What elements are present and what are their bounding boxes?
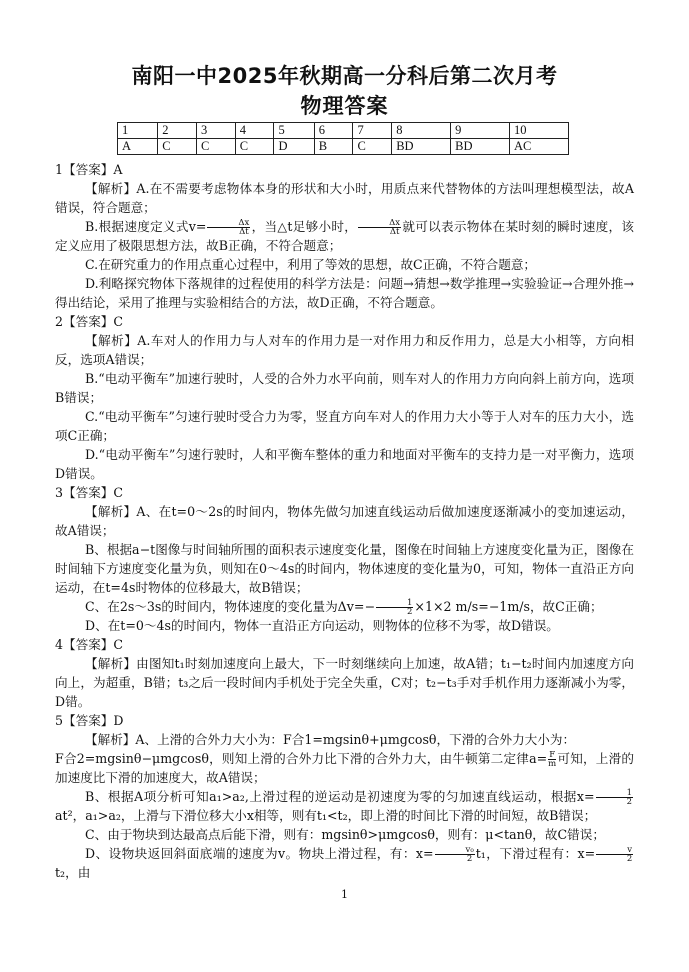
answer-cell: C <box>158 139 197 155</box>
q5-a-text: F合2=mgsinθ−μmgcosθ，则知上滑的合外力比下滑的合外力大，由牛顿第二定律a= <box>55 751 548 766</box>
fraction-denominator: 2 <box>626 854 633 864</box>
number-cell: 3 <box>197 123 236 139</box>
answer-cell: C <box>197 139 236 155</box>
page-title: 南阳一中2025年秋期高一分科后第二次月考 <box>131 64 558 88</box>
q5-a-text: 【解析】A、上滑的合外力大小为：F合1=mgsinθ+μmgcosθ，下滑的合外力大小为： <box>85 732 576 747</box>
page-subtitle: 物理答案 <box>300 94 389 118</box>
q1-explanation-d: D.利略探究物体下落规律的过程使用的科学方法是：问题→猜想→数学推理→实验验证→合理外推→得出结论，采用了推理与实验相结合的方法，故D正确，不符合题意。 <box>55 276 634 310</box>
fraction-numerator: 1 <box>596 789 633 798</box>
q3-c-text: ×1×2 m/s=−1m/s，故C正确； <box>414 599 603 614</box>
answer-cell: A <box>118 139 158 155</box>
fraction-numerator: 1 <box>376 599 413 608</box>
fraction-denominator: 2 <box>626 797 632 807</box>
q3-explanation-d: D、在t=0～4s的时间内，物体一直沿正方向运动，则物体的位移不为零，故D错误。 <box>85 618 559 633</box>
q5-explanation-d <box>55 844 634 882</box>
fraction <box>207 219 250 236</box>
q1-explanation-a: 【解析】A.在不需要考虑物体本身的形状和大小时，用质点来代替物体的方法叫理想模型法，故A错误，符合题意； <box>55 181 634 215</box>
q1-b-text: 就可以表示物体在某时刻的瞬时速度，该定义应用了极限思想方法，故B正确，不符合题意； <box>55 219 635 253</box>
number-cell: 5 <box>274 123 314 139</box>
fraction <box>358 219 401 236</box>
q2-explanation-b: B.“电动平衡车”加速行驶时，人受的合外力水平向前，则车对人的作用力方向向斜上前方向，选项B错误； <box>55 371 634 405</box>
fraction-numerator: Δx <box>207 219 250 228</box>
fraction-numerator: v <box>596 846 633 855</box>
fraction-numerator: Δx <box>358 219 401 228</box>
q1-explanation-c: C.在研究重力的作用点重心过程中，利用了等效的思想，故C正确，不符合题意； <box>85 257 537 272</box>
q1-b-text: ，当△t足够小时， <box>251 219 358 234</box>
fraction <box>376 599 413 616</box>
fraction <box>596 846 633 863</box>
answer-table-number-row <box>118 123 569 139</box>
fraction-numerator: v₀ <box>435 846 475 855</box>
q5-b-text: B、根据A项分析可知a₁>a₂,上滑过程的逆运动是初速度为零的匀加速直线运动，根据x= <box>85 789 595 804</box>
fraction-denominator: Δt <box>239 227 249 237</box>
q5-d-text: t₁，下滑过程有：x= <box>475 846 596 861</box>
answer-cell: AC <box>510 139 569 155</box>
fraction-numerator: F <box>549 750 556 760</box>
q5-explanation-a-cont <box>55 749 634 787</box>
q2-explanation-d: D.“电动平衡车”匀速行驶时，人和平衡车整体的重力和地面对平衡车的支持力是一对平衡力，选项D错误。 <box>55 447 634 481</box>
q5-d-text: t₂，由 <box>55 865 91 880</box>
answer-table-answer-row <box>118 139 569 155</box>
q5-b-text: at²，a₁>a₂，上滑与下滑位移大小x相等，则有t₁<t₂，即上滑的时间比下滑的时间短，故B错误； <box>55 808 597 823</box>
page-number: 1 <box>341 888 348 901</box>
fraction <box>596 789 633 806</box>
solutions-body <box>55 160 634 882</box>
q5-explanation-b <box>55 787 634 825</box>
number-cell: 2 <box>158 123 197 139</box>
fraction-denominator: m <box>548 759 557 769</box>
fraction-denominator: 2 <box>466 854 473 864</box>
q2-heading: 2【答案】C <box>55 314 124 329</box>
q5-a-text: 可知，上滑的加速度比下滑的加速度大，故A错误； <box>55 751 634 785</box>
q5-explanation-a <box>55 730 634 749</box>
q1-heading: 1【答案】A <box>55 162 123 177</box>
number-cell: 8 <box>392 123 451 139</box>
fraction <box>548 751 556 768</box>
q3-explanation-a: 【解析】A、在t=0～2s的时间内，物体先做匀加速直线运动后做加速度逐渐减小的变加速运动，故A错误； <box>55 504 634 538</box>
q3-explanation-c <box>55 597 634 616</box>
q4-heading: 4【答案】C <box>55 637 124 652</box>
q1-b-text: B.根据速度定义式v= <box>85 219 207 234</box>
fraction-denominator: Δt <box>389 227 400 237</box>
number-cell: 4 <box>235 123 274 139</box>
q2-explanation-a: 【解析】A.车对人的作用力与人对车的作用力是一对作用力和反作用力，总是大小相等，方向相反，选项A错误； <box>55 333 634 367</box>
number-cell: 7 <box>353 123 392 139</box>
number-cell: 6 <box>314 123 353 139</box>
q2-explanation-c: C.“电动平衡车”匀速行驶时受合力为零，竖直方向车对人的作用力大小等于人对车的压力大小，选项C正确； <box>55 409 634 443</box>
answer-cell: C <box>235 139 274 155</box>
answer-cell: B <box>314 139 353 155</box>
number-cell: 9 <box>451 123 510 139</box>
q1-explanation-b <box>55 217 634 255</box>
answer-cell: D <box>274 139 314 155</box>
q5-heading: 5【答案】D <box>55 713 124 728</box>
q5-explanation-c: C、由于物块到达最高点后能下滑，则有：mgsinθ>μmgcosθ，则有：μ<tanθ，故C错误； <box>85 827 605 842</box>
fraction <box>435 846 475 863</box>
fraction-denominator: 2 <box>407 607 413 617</box>
q5-d-text: D、设物块返回斜面底端的速度为v。物块上滑过程，有：x= <box>85 846 434 861</box>
answer-cell: BD <box>392 139 451 155</box>
q3-c-text: C、在2s～3s的时间内，物体速度的变化量为Δv=− <box>85 599 375 614</box>
q3-heading: 3【答案】C <box>55 485 124 500</box>
q4-explanation: 【解析】由图知t₁时刻加速度向上最大，下一时刻继续向上加速，故A错；t₁−t₂时间内加速度方向向上，为超重，B错；t₃之后一段时间内手机处于完全失重，C对；t₂−t₃手对手机作用力逐渐减小为零，D错。 <box>55 656 634 709</box>
number-cell: 1 <box>118 123 158 139</box>
answer-cell: C <box>353 139 392 155</box>
q3-explanation-b: B、根据a−t图像与时间轴所围的面积表示速度变化量，图像在时间轴上方速度变化量为正，图像在时间轴下方速度变化量为负，则知在0～4s的时间内，物体速度的变化量为0，可知，物体一直沿正方向运动，在t=4s时物体的位移最大，故B错误； <box>55 542 634 595</box>
answer-table <box>117 122 569 155</box>
answer-cell: BD <box>451 139 510 155</box>
number-cell: 10 <box>510 123 569 139</box>
